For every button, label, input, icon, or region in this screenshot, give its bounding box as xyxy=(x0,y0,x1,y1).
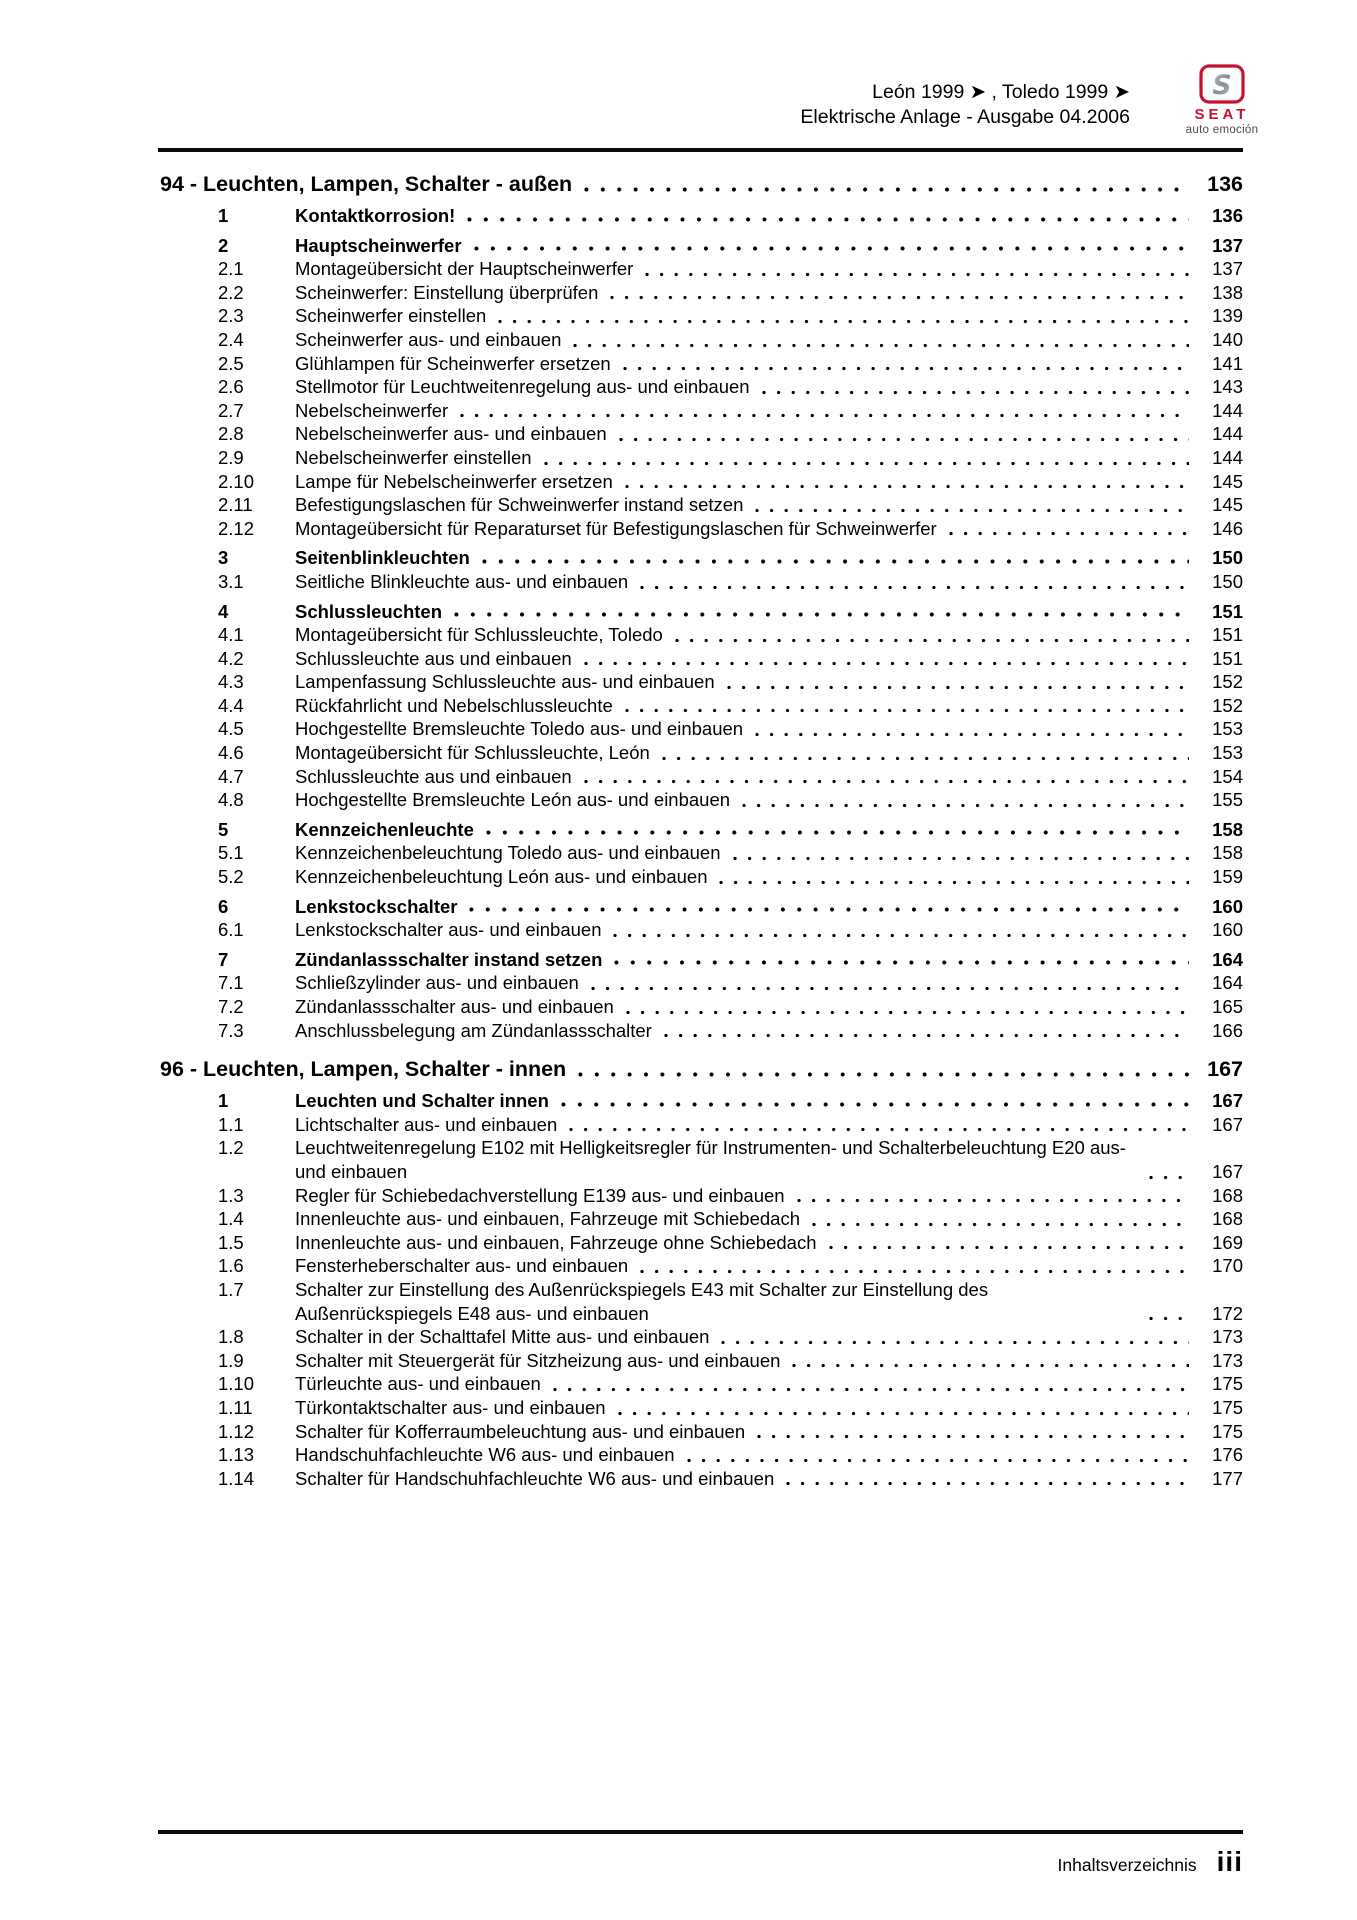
entry-page-number: 137 xyxy=(1212,258,1243,280)
toc-entry xyxy=(218,841,1243,865)
entry-page-number: 153 xyxy=(1212,718,1243,740)
entry-page-number: 136 xyxy=(1212,205,1243,226)
dot-leader xyxy=(467,217,1189,222)
entry-number: 7 xyxy=(218,948,229,970)
dot-leader xyxy=(610,295,1189,300)
toc-entry xyxy=(218,918,1243,942)
entry-title: Schließzylinder aus- und einbauen xyxy=(295,972,579,994)
entry-title: Regler für Schiebedachverstellung E139 aus- und einbauen xyxy=(295,1184,785,1206)
entry-title: Hauptscheinwerfer xyxy=(295,234,462,256)
entry-title: Kennzeichenbeleuchtung Toledo aus- und einbauen xyxy=(295,842,721,864)
entry-title: Seitliche Blinkleuchte aus- und einbauen xyxy=(295,570,629,592)
entry-title: Leuchten und Schalter innen xyxy=(295,1090,549,1112)
toc-entry xyxy=(218,717,1243,741)
entry-title: Lenkstockschalter xyxy=(295,895,458,917)
entry-title: Befestigungslaschen für Schweinwerfer instand setzen xyxy=(295,494,744,516)
entry-number: 2.5 xyxy=(218,352,244,374)
dot-leader xyxy=(719,880,1189,885)
entry-number: 1.3 xyxy=(218,1184,244,1206)
entry-page-number: 151 xyxy=(1212,624,1243,646)
toc-entry xyxy=(218,493,1243,517)
seat-brand: SEAT xyxy=(1194,106,1250,123)
dot-leader xyxy=(569,1127,1189,1132)
chapter-entries xyxy=(160,1089,1243,1490)
chapter-entries xyxy=(160,204,1243,1042)
toc-entry xyxy=(218,788,1243,812)
entry-title: Stellmotor für Leuchtweitenregelung aus- und einbauen xyxy=(295,376,750,398)
seat-emblem-icon xyxy=(1184,64,1260,104)
entry-page-number: 177 xyxy=(1212,1467,1243,1489)
toc-entry xyxy=(218,1231,1243,1255)
entry-number: 7.1 xyxy=(218,972,244,994)
entry-page-number: 175 xyxy=(1212,1420,1243,1442)
entry-number: 3 xyxy=(218,547,229,569)
toc xyxy=(160,170,1243,1490)
page-footer xyxy=(1058,1846,1243,1878)
entry-number: 2.9 xyxy=(218,446,244,468)
entry-page-number: 145 xyxy=(1212,494,1243,516)
toc-entry xyxy=(218,1349,1243,1373)
entry-page-number: 176 xyxy=(1212,1444,1243,1466)
toc-entry xyxy=(218,257,1243,281)
dot-leader xyxy=(1149,1175,1189,1180)
entry-number: 4.2 xyxy=(218,647,244,669)
dot-leader xyxy=(742,803,1189,808)
entry-page-number: 144 xyxy=(1212,446,1243,468)
entry-title: Kontaktkorrosion! xyxy=(295,205,456,226)
entry-page-number: 158 xyxy=(1212,818,1243,840)
dot-leader xyxy=(573,343,1189,348)
dot-leader xyxy=(584,661,1189,666)
entry-title: Zündanlassschalter instand setzen xyxy=(295,948,603,970)
entry-title: Hochgestellte Bremsleuchte León aus- und einbauen xyxy=(295,789,731,811)
toc-entry xyxy=(218,895,1243,919)
dot-leader xyxy=(949,531,1189,536)
footer-label: Inhaltsverzeichnis xyxy=(1057,1855,1197,1875)
entry-page-number: 152 xyxy=(1212,671,1243,693)
dot-leader xyxy=(584,779,1189,784)
toc-entry xyxy=(218,1325,1243,1349)
toc-entry xyxy=(218,1396,1243,1420)
entry-number: 1.10 xyxy=(218,1373,255,1395)
toc-entry xyxy=(218,546,1243,570)
entry-page-number: 143 xyxy=(1212,376,1243,398)
toc-entry xyxy=(218,647,1243,671)
dot-leader xyxy=(460,413,1189,418)
toc-entry xyxy=(218,1019,1243,1043)
svg-text:S: S xyxy=(1212,70,1232,101)
dot-leader xyxy=(762,390,1189,395)
header-model-line: León 1999 ➤ , Toledo 1999 ➤ xyxy=(872,81,1130,103)
entry-number: 1.14 xyxy=(218,1467,255,1489)
toc-entry xyxy=(218,600,1243,624)
header-rule xyxy=(158,148,1243,152)
dot-leader xyxy=(640,1269,1189,1274)
toc-entry xyxy=(218,818,1243,842)
dot-leader xyxy=(757,1434,1189,1439)
dot-leader xyxy=(544,461,1189,466)
dot-leader xyxy=(553,1387,1189,1392)
toc-entry xyxy=(218,623,1243,647)
entry-number: 7.3 xyxy=(218,1019,244,1041)
toc-entry xyxy=(218,1443,1243,1467)
entry-page-number: 166 xyxy=(1212,1019,1243,1041)
toc-entry xyxy=(218,204,1243,228)
entry-title: Rückfahrlicht und Nebelschlussleuchte xyxy=(295,694,613,716)
dot-leader xyxy=(792,1363,1189,1368)
entry-number: 2.6 xyxy=(218,376,244,398)
entry-title: Anschlussbelegung am Zündanlassschalter xyxy=(295,1019,652,1041)
entry-page-number: 173 xyxy=(1212,1326,1243,1348)
entry-number: 6 xyxy=(218,895,229,917)
dot-leader xyxy=(625,484,1189,489)
toc-entry xyxy=(218,234,1243,258)
entry-page-number: 173 xyxy=(1212,1349,1243,1371)
entry-title: Schalter für Handschuhfachleuchte W6 aus- und einbauen xyxy=(295,1467,775,1489)
entry-title: Kennzeichenleuchte xyxy=(295,818,474,840)
entry-number: 1.9 xyxy=(218,1349,244,1371)
toc-entry xyxy=(218,1278,1243,1325)
entry-page-number: 169 xyxy=(1212,1231,1243,1253)
entry-title: Montageübersicht für Schlussleuchte, León xyxy=(295,742,650,764)
entry-number: 2.7 xyxy=(218,399,244,421)
entry-number: 5 xyxy=(218,818,229,840)
entry-title: Schalter mit Steuergerät für Sitzheizung aus- und einbauen xyxy=(295,1349,781,1371)
dot-leader xyxy=(474,246,1189,251)
dot-leader xyxy=(1149,1316,1189,1321)
entry-title: Seitenblinkleuchten xyxy=(295,547,470,569)
toc-entry xyxy=(218,741,1243,765)
chapter-page-number: 136 xyxy=(1207,172,1243,196)
dot-leader xyxy=(619,437,1189,442)
entry-number: 4.4 xyxy=(218,694,244,716)
entry-number: 4.8 xyxy=(218,789,244,811)
entry-title: Lichtschalter aus- und einbauen xyxy=(295,1113,558,1135)
toc-entry xyxy=(218,694,1243,718)
footer-page-number: iii xyxy=(1216,1846,1243,1877)
entry-title: Innenleuchte aus- und einbauen, Fahrzeuge mit Schiebedach xyxy=(295,1208,800,1230)
toc-entry xyxy=(218,948,1243,972)
toc-entry xyxy=(218,1207,1243,1231)
entry-number: 2.12 xyxy=(218,517,255,539)
entry-title: Schalter zur Einstellung des Außenrückspiegels E43 mit Schalter zur Einstellung des Außenrückspiegels E48 aus- und einbauen xyxy=(295,1278,989,1324)
entry-page-number: 150 xyxy=(1212,570,1243,592)
toc-entry xyxy=(218,517,1243,541)
entry-number: 1.1 xyxy=(218,1113,244,1135)
entry-title: Lampenfassung Schlussleuchte aus- und einbauen xyxy=(295,671,715,693)
dot-leader xyxy=(613,933,1189,938)
entry-title: Scheinwerfer: Einstellung überprüfen xyxy=(295,281,599,303)
entry-number: 1.13 xyxy=(218,1444,255,1466)
entry-title: Schlussleuchte aus und einbauen xyxy=(295,765,572,787)
toc-entry xyxy=(218,765,1243,789)
entry-page-number: 150 xyxy=(1212,547,1243,569)
toc-entry xyxy=(218,1254,1243,1278)
entry-page-number: 155 xyxy=(1212,789,1243,811)
toc-entry xyxy=(218,446,1243,470)
entry-page-number: 172 xyxy=(1212,1302,1243,1324)
entry-number: 1 xyxy=(218,205,229,226)
entry-page-number: 154 xyxy=(1212,765,1243,787)
footer-rule xyxy=(158,1830,1243,1834)
dot-leader xyxy=(829,1245,1190,1250)
entry-title: Fensterheberschalter aus- und einbauen xyxy=(295,1255,629,1277)
entry-title: Handschuhfachleuchte W6 aus- und einbauen xyxy=(295,1444,675,1466)
entry-page-number: 139 xyxy=(1212,305,1243,327)
entry-page-number: 167 xyxy=(1212,1113,1243,1135)
entry-page-number: 137 xyxy=(1212,234,1243,256)
entry-number: 3.1 xyxy=(218,570,244,592)
entry-number: 1.4 xyxy=(218,1208,244,1230)
entry-number: 4.1 xyxy=(218,624,244,646)
entry-page-number: 138 xyxy=(1212,281,1243,303)
entry-number: 2 xyxy=(218,234,229,256)
entry-page-number: 146 xyxy=(1212,517,1243,539)
entry-number: 2.1 xyxy=(218,258,244,280)
entry-title: Scheinwerfer aus- und einbauen xyxy=(295,328,562,350)
entry-page-number: 141 xyxy=(1212,352,1243,374)
dot-leader xyxy=(482,559,1189,564)
toc-entry xyxy=(218,375,1243,399)
entry-title: Montageübersicht für Schlussleuchte, Toledo xyxy=(295,624,663,646)
dot-leader xyxy=(640,585,1189,590)
entry-page-number: 164 xyxy=(1212,972,1243,994)
entry-page-number: 158 xyxy=(1212,842,1243,864)
entry-title: Nebelscheinwerfer aus- und einbauen xyxy=(295,423,607,445)
entry-title: Nebelscheinwerfer xyxy=(295,399,449,421)
entry-page-number: 144 xyxy=(1212,423,1243,445)
entry-title: Schalter für Kofferraumbeleuchtung aus- und einbauen xyxy=(295,1420,746,1442)
toc-entry xyxy=(218,570,1243,594)
toc-entry xyxy=(218,1089,1243,1113)
entry-number: 2.10 xyxy=(218,470,255,492)
dot-leader xyxy=(626,1010,1189,1015)
entry-number: 5.2 xyxy=(218,866,244,888)
entry-number: 4.5 xyxy=(218,718,244,740)
chapter-page-number: 167 xyxy=(1207,1057,1243,1082)
dot-leader xyxy=(618,1411,1189,1416)
entry-title: Zündanlassschalter aus- und einbauen xyxy=(295,996,614,1017)
toc-entry xyxy=(218,670,1243,694)
entry-title: Türleuchte aus- und einbauen xyxy=(295,1373,541,1395)
entry-number: 2.2 xyxy=(218,281,244,303)
chapter-title: 94 - Leuchten, Lampen, Schalter - außen xyxy=(160,172,573,196)
chapter-heading xyxy=(160,1055,1243,1083)
dot-leader xyxy=(797,1198,1189,1203)
toc-entry xyxy=(218,865,1243,889)
toc-chapter xyxy=(160,1055,1243,1490)
chapter-title: 96 - Leuchten, Lampen, Schalter - innen xyxy=(160,1057,567,1082)
entry-page-number: 160 xyxy=(1212,919,1243,941)
dot-leader xyxy=(498,319,1189,324)
dot-leader xyxy=(786,1481,1189,1486)
toc-entry xyxy=(218,399,1243,423)
entry-number: 4 xyxy=(218,600,229,622)
toc-entry xyxy=(218,328,1243,352)
dot-leader xyxy=(645,272,1189,277)
dot-leader xyxy=(561,1102,1189,1107)
entry-page-number: 140 xyxy=(1212,328,1243,350)
entry-number: 4.7 xyxy=(218,765,244,787)
toc-entry xyxy=(218,1420,1243,1444)
dot-leader xyxy=(469,907,1189,912)
entry-title: Innenleuchte aus- und einbauen, Fahrzeuge ohne Schiebedach xyxy=(295,1231,817,1253)
entry-title: Hochgestellte Bremsleuchte Toledo aus- und einbauen xyxy=(295,718,744,740)
entry-title: Lampe für Nebelscheinwerfer ersetzen xyxy=(295,470,613,492)
entry-number: 2.3 xyxy=(218,305,244,327)
entry-page-number: 175 xyxy=(1212,1373,1243,1395)
dot-leader xyxy=(812,1222,1189,1227)
entry-number: 1.2 xyxy=(218,1137,244,1159)
dot-leader xyxy=(755,508,1189,513)
entry-number: 1.6 xyxy=(218,1255,244,1277)
dot-leader xyxy=(755,732,1189,737)
entry-page-number: 145 xyxy=(1212,470,1243,492)
entry-number: 2.8 xyxy=(218,423,244,445)
dot-leader xyxy=(591,986,1189,991)
toc-entry xyxy=(218,281,1243,305)
entry-page-number: 160 xyxy=(1212,895,1243,917)
dot-leader xyxy=(721,1340,1189,1345)
entry-title: Montageübersicht für Reparaturset für Befestigungslaschen für Schweinwerfer xyxy=(295,517,937,539)
toc-entry xyxy=(218,422,1243,446)
toc-entry xyxy=(218,995,1243,1019)
dot-leader xyxy=(733,856,1189,861)
toc-entry xyxy=(218,304,1243,328)
entry-page-number: 144 xyxy=(1212,399,1243,421)
entry-title: Scheinwerfer einstellen xyxy=(295,305,487,327)
chapter-heading xyxy=(160,170,1243,198)
entry-number: 1.8 xyxy=(218,1326,244,1348)
entry-number: 4.3 xyxy=(218,671,244,693)
entry-page-number: 164 xyxy=(1212,948,1243,970)
entry-page-number: 168 xyxy=(1212,1184,1243,1206)
entry-number: 5.1 xyxy=(218,842,244,864)
dot-leader xyxy=(614,960,1189,965)
entry-title: Nebelscheinwerfer einstellen xyxy=(295,446,532,468)
dot-leader xyxy=(625,708,1189,713)
entry-page-number: 151 xyxy=(1212,647,1243,669)
dot-leader xyxy=(675,638,1189,643)
dot-leader xyxy=(623,366,1189,371)
entry-number: 1.5 xyxy=(218,1231,244,1253)
toc-entry xyxy=(218,1184,1243,1208)
toc-entry xyxy=(218,1372,1243,1396)
header-edition-line: Elektrische Anlage - Ausgabe 04.2006 xyxy=(800,106,1130,128)
entry-page-number: 170 xyxy=(1212,1255,1243,1277)
toc-entry xyxy=(218,971,1243,995)
toc-entry xyxy=(218,352,1243,376)
entry-page-number: 175 xyxy=(1212,1396,1243,1418)
entry-title: Kennzeichenbeleuchtung León aus- und einbauen xyxy=(295,866,708,888)
entry-title: Türkontaktschalter aus- und einbauen xyxy=(295,1396,606,1418)
dot-leader xyxy=(662,756,1189,761)
entry-number: 4.6 xyxy=(218,742,244,764)
entry-title: Schalter in der Schalttafel Mitte aus- und einbauen xyxy=(295,1326,710,1348)
entry-page-number: 153 xyxy=(1212,742,1243,764)
entry-number: 1.11 xyxy=(218,1396,253,1418)
dot-leader xyxy=(454,612,1189,617)
entry-number: 2.4 xyxy=(218,328,244,350)
page-header xyxy=(800,80,1130,130)
entry-title: Glühlampen für Scheinwerfer ersetzen xyxy=(295,352,611,374)
entry-number: 6.1 xyxy=(218,919,244,941)
dot-leader xyxy=(486,830,1189,835)
toc-entry xyxy=(218,1467,1243,1491)
entry-title: Leuchtweitenregelung E102 mit Helligkeitsregler für Instrumenten- und Schalterbeleuchtung E20 aus- und einbauen xyxy=(295,1137,1126,1182)
dot-leader xyxy=(664,1033,1189,1038)
seat-tagline: auto emoción xyxy=(1185,124,1259,136)
toc-chapter xyxy=(160,170,1243,1042)
entry-number: 1 xyxy=(218,1090,229,1112)
entry-number: 2.11 xyxy=(218,494,253,516)
entry-title: Schlussleuchten xyxy=(295,600,443,622)
entry-number: 1.12 xyxy=(218,1420,255,1442)
dot-leader xyxy=(727,685,1189,690)
entry-page-number: 165 xyxy=(1212,996,1243,1017)
entry-page-number: 167 xyxy=(1212,1090,1243,1112)
entry-page-number: 167 xyxy=(1212,1160,1243,1182)
entry-page-number: 168 xyxy=(1212,1208,1243,1230)
seat-logo xyxy=(1184,64,1260,136)
dot-leader xyxy=(687,1458,1189,1463)
dot-leader xyxy=(584,187,1189,192)
dot-leader xyxy=(578,1072,1189,1077)
entry-title: Montageübersicht der Hauptscheinwerfer xyxy=(295,258,634,280)
entry-title: Schlussleuchte aus und einbauen xyxy=(295,647,572,669)
entry-page-number: 152 xyxy=(1212,694,1243,716)
entry-number: 7.2 xyxy=(218,996,244,1017)
entry-page-number: 151 xyxy=(1212,600,1243,622)
toc-entry xyxy=(218,1113,1243,1137)
toc-entry xyxy=(218,1136,1243,1183)
entry-number: 1.7 xyxy=(218,1278,244,1300)
entry-page-number: 159 xyxy=(1212,866,1243,888)
entry-title: Lenkstockschalter aus- und einbauen xyxy=(295,919,602,941)
toc-entry xyxy=(218,470,1243,494)
